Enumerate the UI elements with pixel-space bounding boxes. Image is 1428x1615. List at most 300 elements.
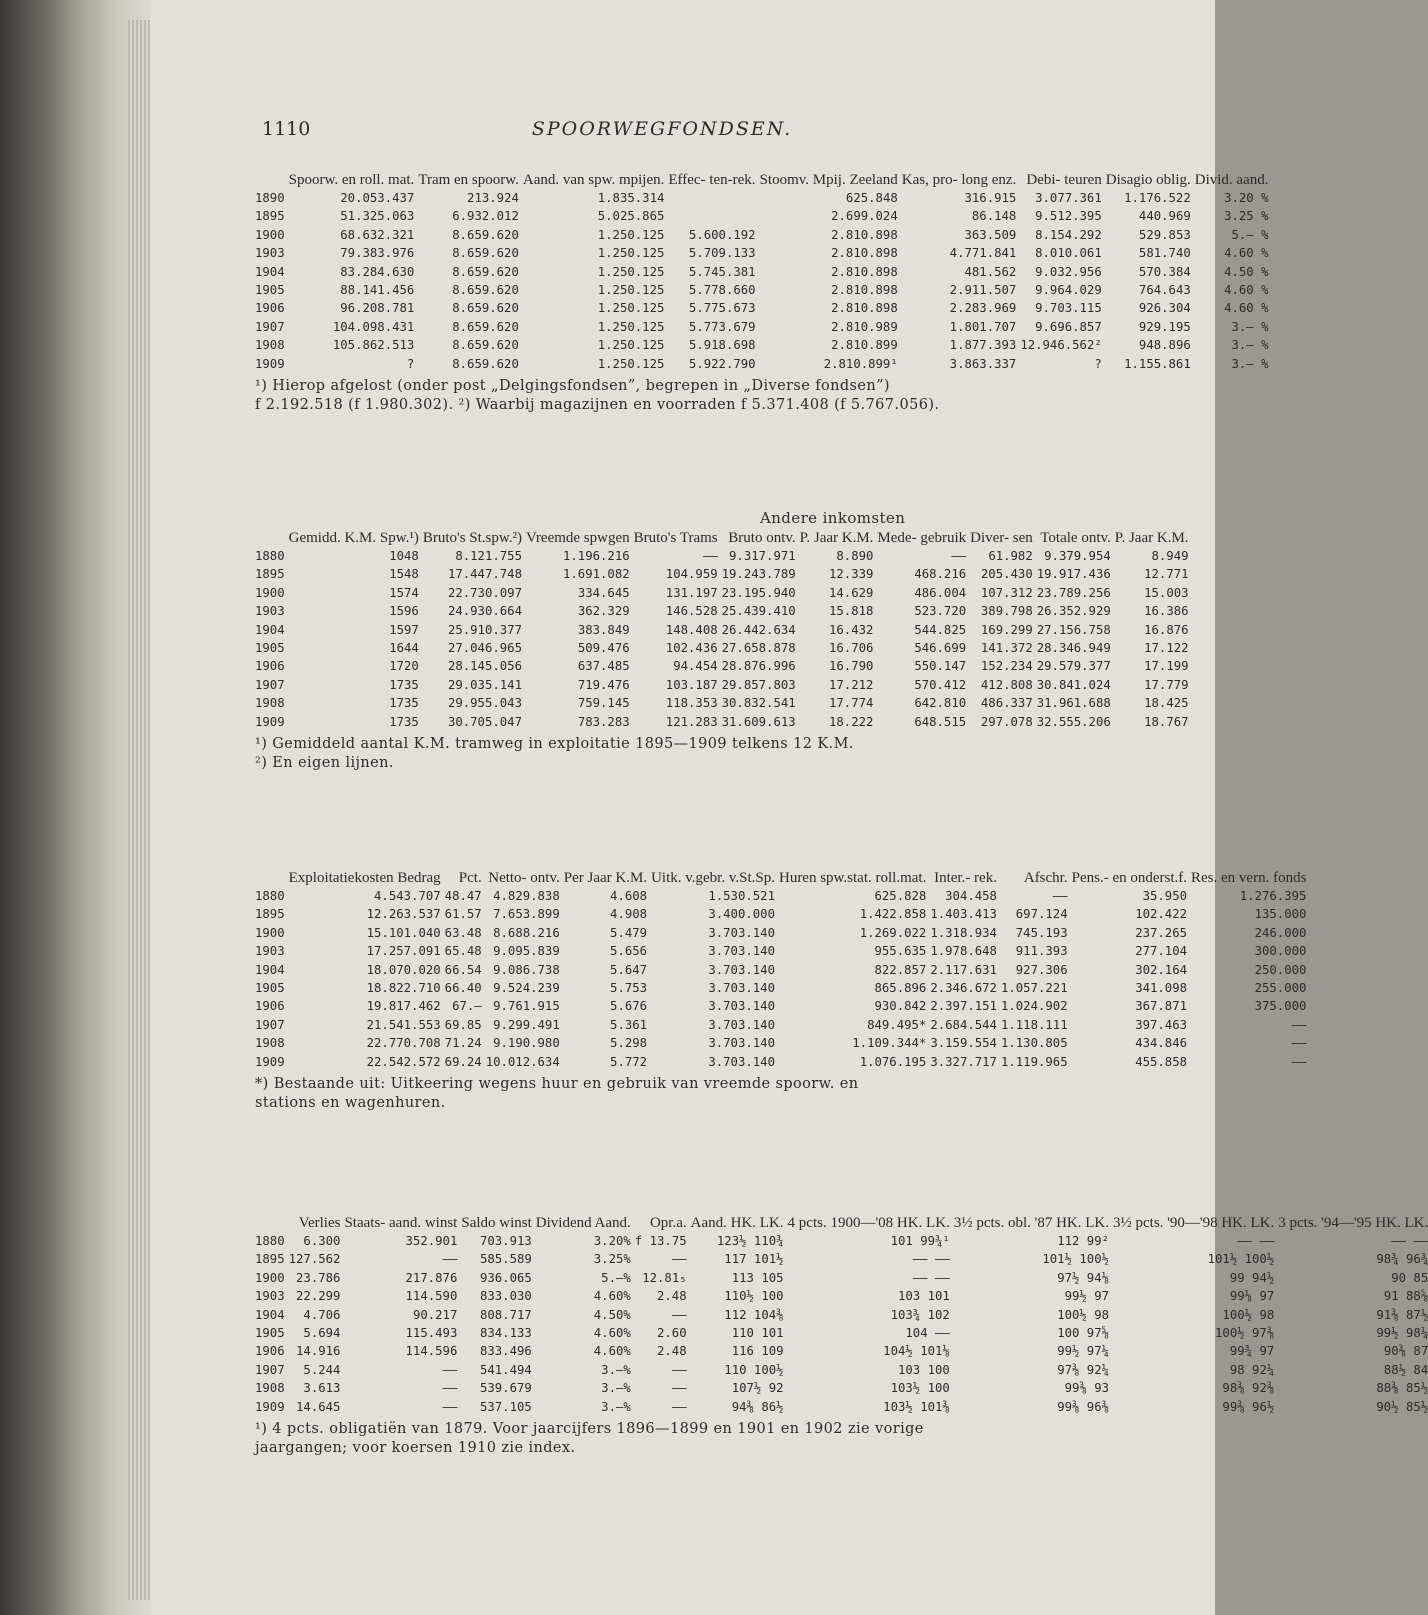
table-row	[255, 676, 1189, 694]
page-number: 1110	[262, 118, 311, 140]
table-cell: 21.541.553	[366, 1017, 441, 1032]
table-cell: 637.485	[577, 659, 630, 674]
table-cell: 334.645	[577, 585, 630, 600]
table-row	[255, 1016, 1306, 1034]
table-row	[255, 1342, 1428, 1360]
column-header: Tram en spoorw.	[418, 172, 519, 188]
table-cell: 63.48	[444, 925, 482, 940]
table-cell: 486.337	[980, 696, 1033, 711]
column-header: Debi- teuren	[1026, 172, 1102, 188]
table-cell: 103¾ 102	[890, 1307, 950, 1322]
table-cell: 22.299	[296, 1289, 341, 1304]
table-cell: 30.832.541	[721, 696, 796, 711]
table-cell: 8.659.620	[452, 246, 519, 261]
column-header: P. Jaar K.M.	[1114, 530, 1189, 546]
table-cell: 23.786	[296, 1270, 341, 1285]
table-cell: 5.244	[303, 1362, 341, 1377]
table-cell: 362.329	[577, 604, 630, 619]
table-cell: 2.810.898	[831, 227, 898, 242]
table-cell: 625.848	[845, 191, 898, 205]
table-cell: 1.119.965	[1000, 1054, 1068, 1069]
table-cell: 2.810.898	[831, 246, 898, 261]
year-cell: 1903	[255, 246, 285, 261]
table-cell: 4.771.841	[949, 246, 1017, 261]
table-cell: 955.635	[874, 944, 927, 959]
table-cell: 22.770.708	[366, 1036, 441, 1051]
table-cell: 101 99¾¹	[890, 1234, 950, 1248]
table-cell: ——	[1052, 889, 1068, 903]
table-cell: 1.403.413	[930, 907, 997, 922]
table-cell: —— ——	[1391, 1234, 1428, 1248]
table-cell: 97½ 94⅛	[1057, 1270, 1110, 1285]
table-cell: 25.910.377	[447, 622, 522, 637]
table-cell: 539.679	[479, 1381, 532, 1396]
exploitation-table	[255, 870, 1306, 1071]
table-cell: 3.25%	[593, 1252, 631, 1267]
year-cell: 1903	[255, 604, 285, 619]
column-header: Stoomv. Mpij. Zeeland	[759, 172, 898, 188]
table-cell: 8.688.216	[493, 925, 560, 940]
table-cell: 79.383.976	[340, 246, 415, 261]
table-cell: 936.065	[479, 1270, 532, 1285]
table-cell: 110½ 100	[724, 1289, 784, 1304]
table-cell: 3.703.140	[708, 1036, 775, 1051]
table-cell: 546.699	[914, 641, 967, 656]
table-cell: 3.077.361	[1035, 191, 1102, 205]
table-cell: 112 104⅜	[724, 1307, 784, 1322]
page-title: SPOORWEGFONDSEN.	[531, 118, 793, 140]
table-cell: 929.195	[1138, 319, 1191, 334]
table-cell: 68.632.321	[340, 227, 415, 242]
table-cell: 48.47	[444, 889, 482, 903]
table-cell: 7.653.899	[493, 907, 560, 922]
table-cell: 6.300	[303, 1234, 341, 1248]
table-cell: 849.495*	[867, 1017, 927, 1032]
table-cell: 1735	[389, 696, 419, 711]
table-cell: 12.339	[829, 567, 874, 582]
table-cell: 8.659.620	[452, 356, 519, 371]
table-cell: 98⅜ 92⅜	[1222, 1381, 1275, 1396]
table-cell: 110 100½	[724, 1362, 784, 1377]
table-cell: 9.703.115	[1035, 301, 1102, 316]
table-cell: 4.706	[303, 1307, 341, 1322]
table-cell: 304.458	[945, 889, 997, 903]
table-cell: 3.703.140	[708, 944, 775, 959]
table-cell: 1548	[389, 567, 419, 582]
table-cell: 1.196.216	[563, 549, 630, 563]
table-row	[255, 584, 1189, 602]
table-cell: 5.—%	[601, 1270, 631, 1285]
table-cell: 17.447.748	[447, 567, 522, 582]
table-cell: 32.555.206	[1036, 714, 1111, 729]
table-cell: 3.703.140	[708, 1017, 775, 1032]
table-cell: 316.915	[964, 191, 1017, 205]
table-cell: 66.54	[444, 962, 482, 977]
table-row	[255, 713, 1189, 731]
table-cell: 926.304	[1138, 301, 1191, 316]
table-cell: —— ——	[912, 1252, 950, 1267]
column-header: Aand. van spw. mpijen.	[522, 172, 665, 188]
table-cell: 2.397.151	[930, 999, 997, 1014]
table-cell: 98 92¼	[1229, 1362, 1275, 1377]
column-header: 3 pcts. '94—'95 HK. LK.	[1278, 1215, 1428, 1231]
table-cell: 102.436	[665, 641, 718, 656]
table-row	[255, 1361, 1428, 1379]
table-cell: 103 100	[897, 1362, 950, 1377]
table-cell: ——	[671, 1362, 687, 1377]
table-cell: 4.60%	[593, 1289, 631, 1304]
table-cell: 5.025.865	[597, 209, 665, 224]
table-row	[255, 1034, 1306, 1052]
table-row	[255, 657, 1189, 675]
table-cell: 4.60 %	[1224, 246, 1269, 261]
table-cell: 88½ 84	[1383, 1362, 1428, 1377]
table-cell: 104.098.431	[332, 319, 415, 334]
table-cell: 2.684.544	[930, 1017, 997, 1032]
table-cell: 90 85	[1391, 1270, 1428, 1285]
table-cell: 127.562	[288, 1252, 341, 1267]
table-cell: ——	[1291, 1054, 1307, 1069]
column-header: Per Jaar K.M.	[563, 870, 648, 886]
table-cell: 152.234	[980, 659, 1033, 674]
balance-section	[255, 172, 1269, 415]
table-cell: 2.810.898	[831, 264, 898, 279]
table-cell: 51.325.063	[340, 209, 415, 224]
table-cell: 5.694	[303, 1326, 341, 1341]
table-cell: 255.000	[1254, 981, 1307, 996]
footnote: *) Bestaande uit: Uitkeering wegens huur en gebruik van vreemde spoorw. en	[255, 1076, 859, 1093]
table-cell: 1644	[389, 641, 419, 656]
table-cell: ——	[442, 1381, 458, 1396]
table-cell: 1.176.522	[1124, 191, 1191, 205]
year-cell: 1908	[255, 696, 285, 711]
table-cell: 3.—%	[601, 1362, 631, 1377]
year-cell: 1907	[255, 1362, 285, 1377]
table-cell: 5.676	[610, 999, 648, 1014]
year-cell: 1905	[255, 641, 285, 656]
table-row	[255, 1306, 1428, 1324]
year-cell: 1895	[255, 209, 285, 224]
column-header	[255, 1215, 285, 1232]
table-cell: 865.896	[874, 981, 927, 996]
page-header	[262, 118, 1062, 148]
table-cell: 2.117.631	[930, 962, 997, 977]
table-row	[255, 299, 1268, 317]
column-header: 3½ pcts. obl. '87 HK. LK.	[953, 1215, 1110, 1231]
table-cell: 3.20 %	[1224, 191, 1269, 205]
table-cell: 1.835.314	[597, 191, 665, 205]
column-header: Effec- ten-rek.	[668, 172, 756, 188]
table-cell: 2.810.899	[831, 338, 898, 353]
table-row	[255, 961, 1306, 979]
table-cell: 2.810.989	[831, 319, 898, 334]
table-cell: 24.930.664	[447, 604, 522, 619]
year-cell: 1906	[255, 659, 285, 674]
year-cell: 1904	[255, 622, 285, 637]
table-cell: 1.269.022	[859, 925, 927, 940]
table-cell: 300.000	[1254, 944, 1307, 959]
table-cell: 5.298	[610, 1036, 648, 1051]
table-cell: 29.579.377	[1036, 659, 1111, 674]
table-cell: 434.846	[1135, 1036, 1188, 1051]
table-cell: 2.810.898	[831, 283, 898, 298]
table-cell: 8.659.620	[452, 319, 519, 334]
year-cell: 1900	[255, 585, 285, 600]
year-cell: 1905	[255, 1326, 285, 1341]
table-row	[255, 639, 1189, 657]
table-cell: 8.010.061	[1035, 246, 1102, 261]
table-row	[255, 621, 1189, 639]
table-cell: 115.493	[405, 1326, 458, 1341]
table-cell: 1.978.648	[930, 944, 997, 959]
table-cell: 1.109.344*	[852, 1036, 927, 1051]
table-cell: 341.098	[1135, 981, 1188, 996]
year-cell: 1905	[255, 981, 285, 996]
table-cell: 12.771	[1144, 567, 1189, 582]
column-header: Aand. HK. LK.	[690, 1215, 784, 1231]
table-cell: 17.212	[829, 677, 874, 692]
table-cell: 9.190.980	[493, 1036, 560, 1051]
table-cell: 99 94½	[1229, 1270, 1275, 1285]
table-cell: 625.828	[874, 889, 927, 903]
table-cell: 3.863.337	[949, 356, 1017, 371]
table-cell: 5.745.381	[688, 264, 756, 279]
table-cell: 1.076.195	[859, 1054, 927, 1069]
table-cell: 383.849	[577, 622, 630, 637]
table-cell: 19.817.462	[366, 999, 441, 1014]
table-cell: 1.250.125	[597, 246, 665, 261]
year-cell: 1906	[255, 1344, 285, 1359]
table-cell: 537.105	[479, 1399, 532, 1414]
table-cell: 1.250.125	[597, 338, 665, 353]
table-row	[255, 979, 1306, 997]
table-cell: 9.032.956	[1035, 264, 1102, 279]
column-header: Exploitatiekosten Bedrag	[288, 870, 441, 886]
year-cell: 1909	[255, 714, 285, 729]
table-row	[255, 905, 1306, 923]
year-cell: 1909	[255, 1399, 285, 1414]
table-cell: 3.— %	[1231, 356, 1269, 371]
table-cell: 88⅜ 85½	[1376, 1381, 1428, 1396]
table-cell: 103 101	[897, 1289, 950, 1304]
table-cell: 1.155.861	[1124, 356, 1191, 371]
column-header: 3½ pcts. '90—'98 HK. LK.	[1113, 1215, 1275, 1231]
column-header	[255, 530, 285, 547]
table-cell: 3.703.140	[708, 1054, 775, 1069]
table-cell	[664, 207, 755, 225]
table-cell: 103½ 101⅜	[883, 1399, 950, 1414]
table-cell: 15.003	[1144, 585, 1189, 600]
year-cell: 1906	[255, 301, 285, 316]
table-row	[255, 694, 1189, 712]
table-cell: 135.000	[1254, 907, 1307, 922]
table-cell: 27.156.758	[1036, 622, 1111, 637]
table-cell: 18.070.020	[366, 962, 441, 977]
table-cell: 5.709.133	[688, 246, 756, 261]
year-cell: 1880	[255, 549, 285, 563]
table-cell: 9.086.738	[493, 962, 560, 977]
table-cell: 91 88⅝	[1383, 1289, 1428, 1304]
table-cell: 90.217	[412, 1307, 458, 1322]
table-cell: 100½ 98	[1057, 1307, 1110, 1322]
table-cell: 100½ 97⅜	[1215, 1326, 1275, 1341]
table-cell: 468.216	[914, 567, 967, 582]
column-header: Vreemde spwgen	[525, 530, 630, 546]
year-cell: 1909	[255, 1054, 285, 1069]
table-row	[255, 244, 1268, 262]
table-cell: —— ——	[912, 1270, 950, 1285]
table-cell: 1.118.111	[1000, 1017, 1068, 1032]
table-row	[255, 997, 1306, 1015]
column-header: Pct.	[458, 870, 482, 886]
table-cell: 412.808	[980, 677, 1033, 692]
table-row	[255, 602, 1189, 620]
table-cell: 8.154.292	[1035, 227, 1102, 242]
table-cell: 213.924	[467, 191, 519, 205]
table-cell: 833.496	[479, 1344, 532, 1359]
table-cell: 2.911.507	[949, 283, 1017, 298]
table-row	[255, 1287, 1428, 1305]
table-cell: 570.412	[914, 677, 967, 692]
table-cell: 97⅜ 92¼	[1057, 1362, 1110, 1377]
table-cell: 1720	[389, 659, 419, 674]
table-cell: 1597	[389, 622, 419, 637]
table-cell: 102.422	[1135, 907, 1188, 922]
exploitation-notes	[255, 1075, 1085, 1113]
table-cell: 90½ 85½	[1376, 1399, 1428, 1414]
table-cell: 930.842	[874, 999, 927, 1014]
table-cell: 703.913	[479, 1234, 532, 1248]
table-cell: 110 101	[731, 1326, 784, 1341]
table-cell: 141.372	[980, 641, 1033, 656]
table-cell: 3.— %	[1231, 319, 1269, 334]
table-cell: 2.346.672	[930, 981, 997, 996]
table-cell: 8.659.620	[452, 264, 519, 279]
table-cell: 14.645	[296, 1399, 341, 1414]
year-cell: 1880	[255, 889, 285, 903]
table-cell: 69.24	[444, 1054, 482, 1069]
column-header: Spoorw. en roll. mat.	[288, 172, 415, 188]
table-header-row	[255, 530, 1189, 547]
table-cell: 764.643	[1138, 283, 1191, 298]
table-cell: 30.841.024	[1036, 677, 1111, 692]
table-cell: 5.479	[610, 925, 648, 940]
table-header-row	[255, 172, 1268, 189]
column-header: Opr.a.	[649, 1215, 687, 1231]
table-cell: 1.250.125	[597, 227, 665, 242]
table-cell: 550.147	[914, 659, 967, 674]
table-cell: ?	[1094, 356, 1102, 371]
table-cell: 114.596	[405, 1344, 458, 1359]
column-header: Verlies	[298, 1215, 341, 1231]
table-cell: 169.299	[980, 622, 1033, 637]
table-cell	[664, 189, 755, 207]
column-header: P. Jaar K.M.	[799, 530, 874, 546]
table-row	[255, 924, 1306, 942]
income-table	[255, 530, 1189, 731]
table-cell: 250.000	[1254, 962, 1307, 977]
year-cell: 1909	[255, 356, 285, 371]
table-cell: 17.122	[1144, 641, 1189, 656]
table-cell: 1.250.125	[597, 301, 665, 316]
footnote: f 2.192.518 (f 1.980.302). ²) Waarbij magazijnen en voorraden f 5.371.408 (f 5.767.056).	[255, 397, 940, 414]
year-cell: 1906	[255, 999, 285, 1014]
table-cell: 642.810	[914, 696, 967, 711]
table-cell: 26.442.634	[721, 622, 796, 637]
table-cell: 9.299.491	[493, 1017, 560, 1032]
table-cell: 94.454	[673, 659, 718, 674]
table-cell: 66.40	[444, 981, 482, 996]
column-header: Res. en vern. fonds	[1191, 870, 1307, 886]
table-cell: 94⅜ 86½	[731, 1399, 784, 1414]
table-cell: 3.613	[303, 1381, 341, 1396]
table-cell: 1.276.395	[1239, 889, 1307, 903]
table-cell: 9.095.839	[493, 944, 560, 959]
table-cell: 28.876.996	[721, 659, 796, 674]
table-cell: 99¾ 97	[1229, 1344, 1275, 1359]
table-cell: 783.283	[577, 714, 630, 729]
table-cell: 3.20%	[593, 1234, 631, 1248]
table-cell: 14.916	[296, 1344, 341, 1359]
income-section	[255, 530, 1189, 773]
table-cell: 29.955.043	[447, 696, 522, 711]
table-cell: 719.476	[577, 677, 630, 692]
table-cell: 105.862.513	[332, 338, 415, 353]
table-cell: 16.706	[829, 641, 874, 656]
table-cell: 1.130.805	[1000, 1036, 1068, 1051]
table-cell: 5.600.192	[688, 227, 756, 242]
table-cell: 8.659.620	[452, 227, 519, 242]
footnote: ¹) Gemiddeld aantal K.M. tramweg in exploitatie 1895—1909 telkens 12 K.M.	[255, 736, 854, 753]
table-cell: 30.705.047	[447, 714, 522, 729]
table-cell: 25.439.410	[721, 604, 796, 619]
table-cell: 9.379.954	[1044, 549, 1111, 563]
table-row	[255, 565, 1189, 583]
table-cell: 99⅜ 93	[1064, 1381, 1110, 1396]
table-cell: 16.876	[1144, 622, 1189, 637]
table-cell: 131.197	[665, 585, 718, 600]
table-cell: ——	[1291, 1036, 1307, 1051]
table-row	[255, 189, 1268, 207]
table-cell: 5.656	[610, 944, 648, 959]
year-cell: 1900	[255, 925, 285, 940]
table-cell: 697.124	[1015, 907, 1068, 922]
income-notes	[255, 735, 1085, 773]
table-cell: 5.772	[610, 1054, 648, 1069]
table-cell: 237.265	[1135, 925, 1188, 940]
table-cell: 18.767	[1144, 714, 1189, 729]
table-cell: 1.057.221	[1000, 981, 1068, 996]
table-cell: 4.608	[610, 889, 648, 903]
other-income-superheader: Andere inkomsten	[760, 509, 906, 527]
table-cell: 8.659.620	[452, 338, 519, 353]
table-row	[255, 1250, 1428, 1268]
table-cell: 23.195.940	[721, 585, 796, 600]
footnote: ²) En eigen lijnen.	[255, 755, 394, 772]
table-cell: 116 109	[731, 1344, 784, 1359]
table-cell: 148.408	[665, 622, 718, 637]
column-header: Staats- aand. winst	[344, 1215, 458, 1231]
table-cell: 96.208.781	[340, 301, 415, 316]
table-row	[255, 1398, 1428, 1416]
table-cell: 20.053.437	[340, 191, 415, 205]
table-cell: 28.346.949	[1036, 641, 1111, 656]
column-header: Dividend Aand.	[535, 1215, 631, 1231]
table-cell: 1.877.393	[949, 338, 1017, 353]
table-cell: 27.658.878	[721, 641, 796, 656]
table-cell: 3.703.140	[708, 981, 775, 996]
table-cell: 1.250.125	[597, 319, 665, 334]
